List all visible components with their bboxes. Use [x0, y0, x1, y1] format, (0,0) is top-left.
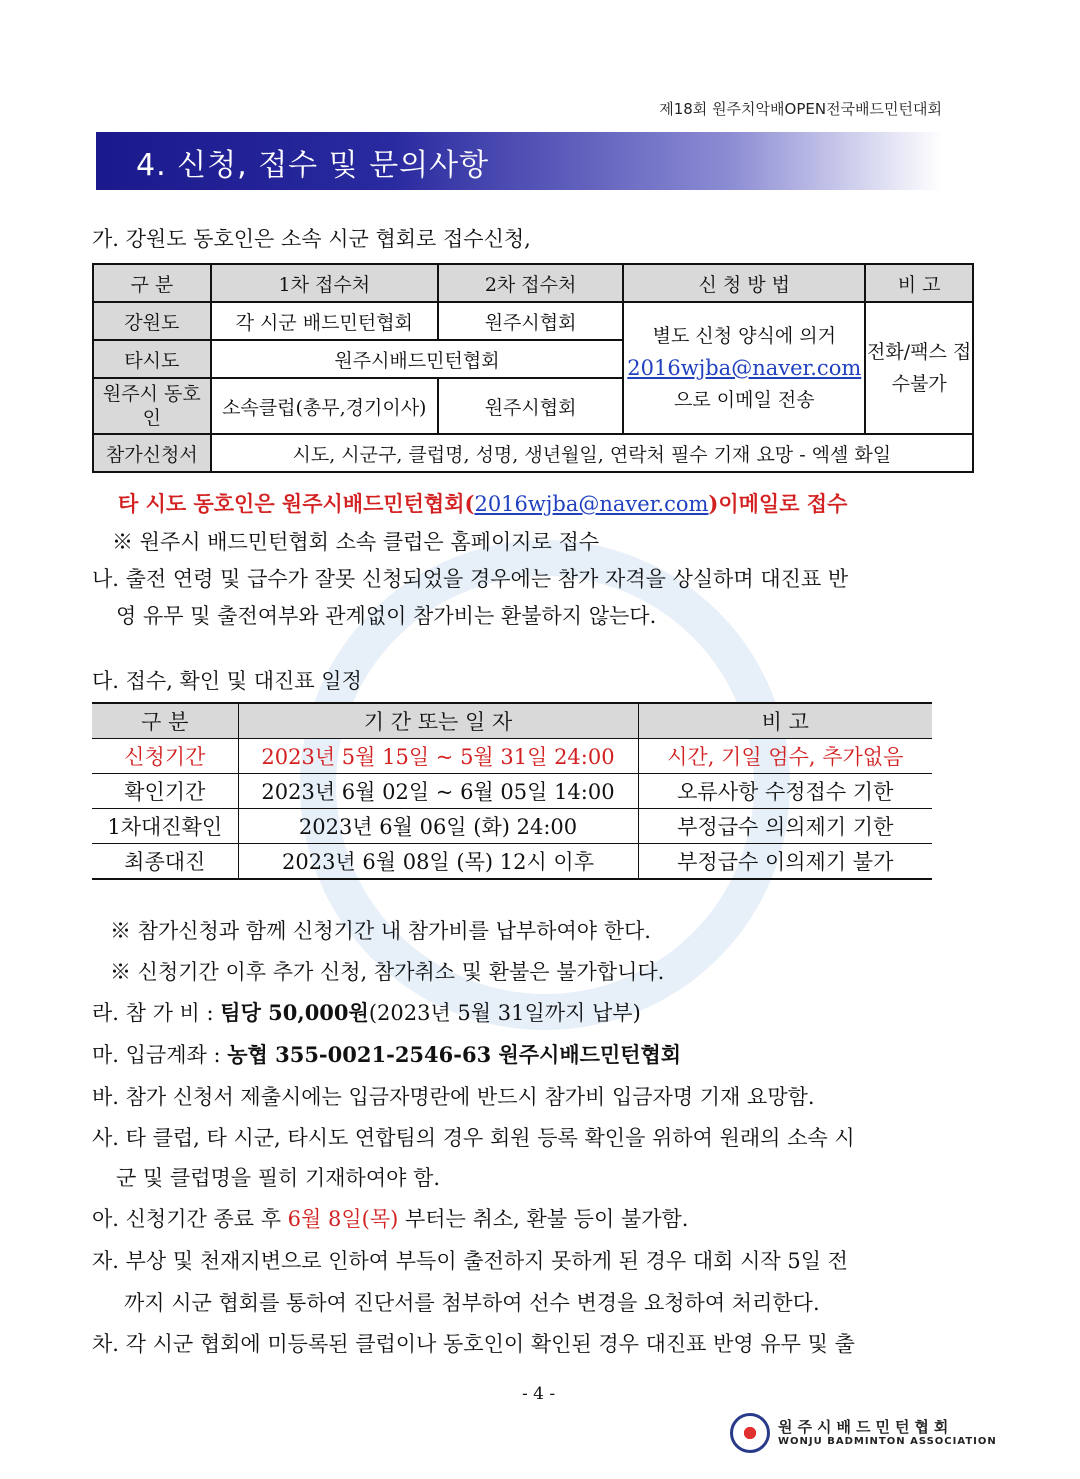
method-text: 으로 이메일 전송	[674, 389, 815, 411]
item-na-line1: 나. 출전 연령 및 급수가 잘못 신청되었을 경우에는 참가 자격을 상실하며 대진표 반	[92, 567, 849, 591]
item-cha: 차. 각 시군 협회에 미등록된 클럽이나 동호인이 확인된 경우 대진표 반영 유무 및 출	[92, 1332, 855, 1356]
row-label: 강원도	[93, 302, 211, 340]
table-cell: 시간, 기일 엄수, 추가없음	[638, 739, 932, 774]
table-cell: 소속클럽(총무,경기이사)	[211, 378, 438, 434]
table-cell: 2023년 5월 15일 ~ 5월 31일 24:00	[238, 739, 638, 774]
note-homepage: ※ 원주시 배드민턴협회 소속 클럽은 홈페이지로 접수	[112, 530, 600, 554]
item-sa-line1: 사. 타 클럽, 타 시군, 타시도 연합팀의 경우 회원 등록 확인을 위하여 원래의 소속 시	[92, 1126, 855, 1150]
row-label: 타시도	[93, 340, 211, 378]
table-cell: 신청기간	[92, 739, 238, 774]
item-ba: 바. 참가 신청서 제출시에는 입금자명란에 반드시 참가비 입금자명 기재 요망함.	[92, 1085, 815, 1109]
method-cell	[623, 302, 865, 434]
table-header: 기 간 또는 일 자	[238, 703, 638, 739]
item-ra: 라. 참 가 비 : 팀당 50,000원(2023년 5월 31일까지 납부)	[92, 1000, 641, 1025]
table-header: 구 분	[93, 264, 211, 302]
item-ja-line2: 까지 시군 협회를 통하여 진단서를 첨부하여 선수 변경을 요청하여 처리한다.	[124, 1291, 820, 1315]
table-cell: 각 시군 배드민턴협회	[211, 302, 438, 340]
page-number: - 4 -	[522, 1384, 556, 1404]
table-cell: 확인기간	[92, 774, 238, 809]
table-cell: 원주시협회	[438, 302, 623, 340]
item-a: 아. 신청기간 종료 후 6월 8일(목) 부터는 취소, 환불 등이 불가함.	[92, 1207, 689, 1231]
item-na-line2: 영 유무 및 출전여부와 관계없이 참가비는 환불하지 않는다.	[116, 604, 657, 628]
table-cell: 2023년 6월 06일 (화) 24:00	[238, 809, 638, 844]
table-cell: 원주시협회	[438, 378, 623, 434]
footer-english-name: WONJU BADMINTON ASSOCIATION	[778, 1436, 997, 1447]
row-label: 원주시 동호인	[93, 378, 211, 434]
table-cell: 2023년 6월 08일 (목) 12시 이후	[238, 844, 638, 880]
other-region-notice: 타 시도 동호인은 원주시배드민턴협회(2016wjba@naver.com)이메일로 접수	[118, 491, 848, 516]
row-label: 참가신청서	[93, 434, 211, 472]
item-ja-line1: 자. 부상 및 천재지변으로 인하여 부득이 출전하지 못하게 된 경우 대회 시작 5일 전	[92, 1249, 848, 1273]
item-da: 다. 접수, 확인 및 대진표 일정	[92, 669, 362, 693]
table-cell: 1차대진확인	[92, 809, 238, 844]
note-cell	[865, 302, 973, 434]
method-text: 별도 신청 양식에 의거	[652, 325, 836, 347]
table-cell: 2023년 6월 02일 ~ 6월 05일 14:00	[238, 774, 638, 809]
item-ga: 가. 강원도 동호인은 소속 시군 협회로 접수신청,	[92, 227, 531, 251]
table-header: 신 청 방 법	[623, 264, 865, 302]
section-title: 4. 신청, 접수 및 문의사항	[136, 148, 490, 183]
table-header: 구 분	[92, 703, 238, 739]
table-cell: 시도, 시군구, 클럽명, 성명, 생년월일, 연락처 필수 기재 요망 - 엑셀 화일	[211, 434, 973, 472]
table-cell: 최종대진	[92, 844, 238, 880]
schedule-table	[92, 702, 932, 880]
item-sa-line2: 군 및 클럽명을 필히 기재하여야 함.	[116, 1166, 441, 1190]
table-cell: 부정급수 이의제기 불가	[638, 844, 932, 880]
table-header: 2차 접수처	[438, 264, 623, 302]
document-header: 제18회 원주치악배OPEN전국배드민턴대회	[659, 100, 942, 118]
item-ma: 마. 입금계좌 : 농협 355-0021-2546-63 원주시배드민턴협회	[92, 1042, 682, 1067]
note-refund: ※ 신청기간 이후 추가 신청, 참가취소 및 환불은 불가합니다.	[110, 960, 665, 984]
email-link[interactable]: 2016wjba@naver.com	[627, 356, 862, 380]
note-text: 전화/팩스 접수불가	[867, 341, 972, 395]
table-header: 비 고	[865, 264, 973, 302]
association-logo-icon	[730, 1413, 770, 1453]
table-header: 비 고	[638, 703, 932, 739]
footer-name: 원주시배드민턴협회	[778, 1418, 954, 1436]
table-cell: 부정급수 의의제기 기한	[638, 809, 932, 844]
note-fee: ※ 참가신청과 함께 신청기간 내 참가비를 납부하여야 한다.	[110, 919, 651, 943]
table-header: 1차 접수처	[211, 264, 438, 302]
table-cell: 원주시배드민턴협회	[211, 340, 624, 378]
email-link[interactable]: 2016wjba@naver.com	[474, 492, 709, 516]
table-cell: 오류사항 수정접수 기한	[638, 774, 932, 809]
application-table	[92, 263, 974, 473]
